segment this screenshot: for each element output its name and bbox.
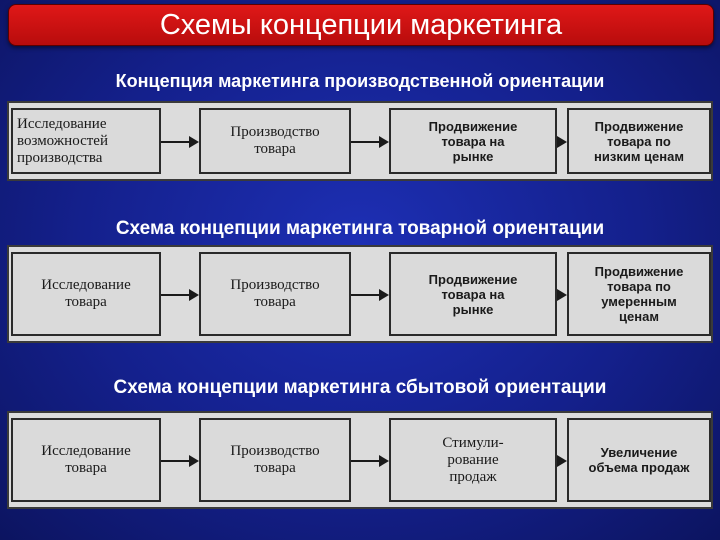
arrow-icon bbox=[161, 460, 197, 462]
section-3-step-2: Производство товара bbox=[199, 418, 351, 502]
section-2-step-1: Исследование товара bbox=[11, 252, 161, 336]
arrow-icon bbox=[557, 460, 565, 462]
section-2-step-2: Производство товара bbox=[199, 252, 351, 336]
arrow-icon bbox=[161, 294, 197, 296]
section-3-step-1: Исследование товара bbox=[11, 418, 161, 502]
arrow-icon bbox=[351, 294, 387, 296]
section-1-step-4: Продвижение товара по низким ценам bbox=[567, 108, 711, 174]
section-1-heading: Концепция маркетинга производственной ориентации bbox=[115, 71, 605, 91]
arrow-icon bbox=[557, 294, 565, 296]
section-3-heading: Схема концепции маркетинга сбытовой ориентации bbox=[113, 377, 607, 398]
section-2-step-3: Продвижение товара на рынке bbox=[389, 252, 557, 336]
section-2-heading: Схема концепции маркетинга товарной ориентации bbox=[115, 218, 605, 239]
section-1-step-3: Продвижение товара на рынке bbox=[389, 108, 557, 174]
section-1-diagram bbox=[7, 101, 713, 181]
arrow-icon bbox=[557, 141, 565, 143]
section-3-step-3: Стимули- рование продаж bbox=[389, 418, 557, 502]
section-1-step-2: Производство товара bbox=[199, 108, 351, 174]
section-2-diagram bbox=[7, 245, 713, 343]
arrow-icon bbox=[351, 460, 387, 462]
slide-title: Схемы концепции маркетинга bbox=[159, 8, 563, 41]
arrow-icon bbox=[351, 141, 387, 143]
section-2-step-4: Продвижение товара по умеренным ценам bbox=[567, 252, 711, 336]
section-1-step-1: Исследование возможностей производства bbox=[11, 108, 161, 174]
arrow-icon bbox=[161, 141, 197, 143]
section-3-diagram bbox=[7, 411, 713, 509]
slide-title-bar bbox=[8, 4, 714, 46]
section-3-step-4: Увеличение объема продаж bbox=[567, 418, 711, 502]
